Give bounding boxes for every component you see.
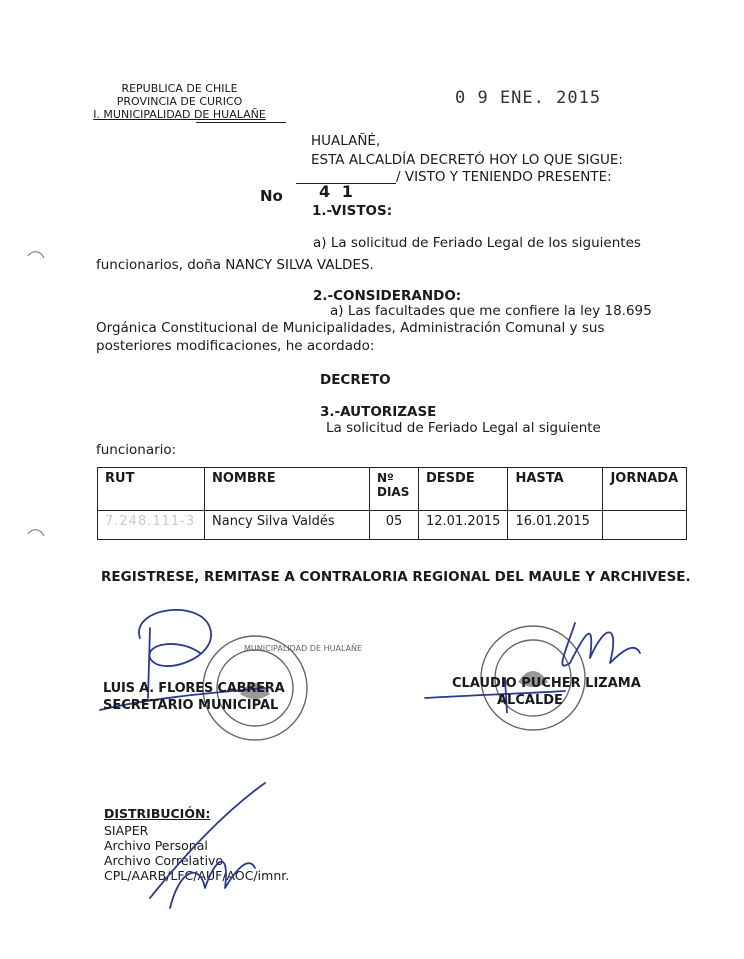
vistos-title: 1.-VISTOS:: [312, 203, 393, 219]
closing-statement: REGISTRESE, REMITASE A CONTRALORIA REGIONAL DEL MAULE Y ARCHIVESE.: [101, 569, 691, 585]
table-row: [98, 511, 687, 540]
autorizase-title: 3.-AUTORIZASE: [320, 404, 437, 420]
vistos-paragraph-2: funcionarios, doña NANCY SILVA VALDES.: [96, 257, 374, 273]
cell-jornada: [603, 511, 687, 540]
mayor-name: CLAUDIO PUCHER LIZAMA: [452, 676, 641, 691]
secretary-name: LUIS A. FLORES CABRERA: [103, 681, 285, 696]
column-header-desde: DESDE: [419, 468, 508, 511]
leave-table: [97, 467, 687, 540]
table-header-row: [98, 468, 687, 511]
vistos-paragraph-1: a) La solicitud de Feriado Legal de los siguientes: [313, 235, 641, 251]
considerando-paragraph-1: a) Las facultades que me confiere la ley 18.695: [330, 303, 652, 319]
column-header-nombre: NOMBRE: [205, 468, 370, 511]
cell-hasta: 16.01.2015: [508, 511, 603, 540]
visto-line: / VISTO Y TENIENDO PRESENTE:: [396, 169, 612, 185]
column-header-jornada: JORNADA: [603, 468, 687, 511]
cell-desde: 12.01.2015: [419, 511, 508, 540]
decree-no-label: No: [260, 187, 283, 205]
autorizase-paragraph-1: La solicitud de Feriado Legal al siguiente: [326, 420, 601, 436]
column-header-hasta: HASTA: [508, 468, 603, 511]
header-underline: [196, 122, 286, 123]
initials-signature: [130, 778, 280, 918]
cell-rut: 7.248.111-3: [98, 511, 205, 540]
column-header-dias: Nº DIAS: [370, 468, 419, 511]
cell-dias: 05: [370, 511, 419, 540]
considerando-paragraph-2: Orgánica Constitucional de Municipalidades, Administración Comunal y sus: [96, 320, 605, 336]
header-province: PROVINCIA DE CURICO: [116, 95, 243, 108]
column-header-rut: RUT: [98, 468, 205, 511]
header-country: REPUBLICA DE CHILE: [121, 82, 238, 95]
decree-line: ESTA ALCALDÍA DECRETÓ HOY LO QUE SIGUE:: [311, 152, 623, 168]
decreto-title: DECRETO: [320, 372, 391, 388]
secretary-seal-top-text: MUNICIPALIDAD DE HUALAÑE: [244, 644, 363, 653]
considerando-paragraph-3: posteriores modificaciones, he acordado:: [96, 338, 375, 354]
mayor-title: ALCALDE: [497, 693, 563, 708]
list-item: Archivo Personal: [104, 838, 208, 853]
punch-hole-mark: [24, 246, 48, 270]
list-item: SIAPER: [104, 823, 149, 838]
punch-hole-mark: [24, 524, 48, 548]
autorizase-paragraph-2: funcionario:: [96, 442, 177, 458]
date-stamp: 0 9 ENE. 2015: [455, 88, 602, 108]
list-item: CPL/AARB/LFC/AUF/AOC/imnr.: [104, 868, 290, 883]
secretary-title: SECRETARIO MUNICIPAL: [103, 698, 279, 713]
place-line: HUALAÑÉ,: [311, 133, 381, 149]
considerando-title: 2.-CONSIDERANDO:: [313, 288, 462, 304]
distribution-title: DISTRIBUCIÓN:: [104, 806, 211, 821]
cell-nombre: Nancy Silva Valdés: [205, 511, 370, 540]
institution-header: [92, 82, 267, 121]
decree-number: 4 1: [319, 182, 356, 201]
header-municipality: I. MUNICIPALIDAD DE HUALAÑE: [93, 108, 266, 121]
list-item: Archivo Correlativo: [104, 853, 224, 868]
